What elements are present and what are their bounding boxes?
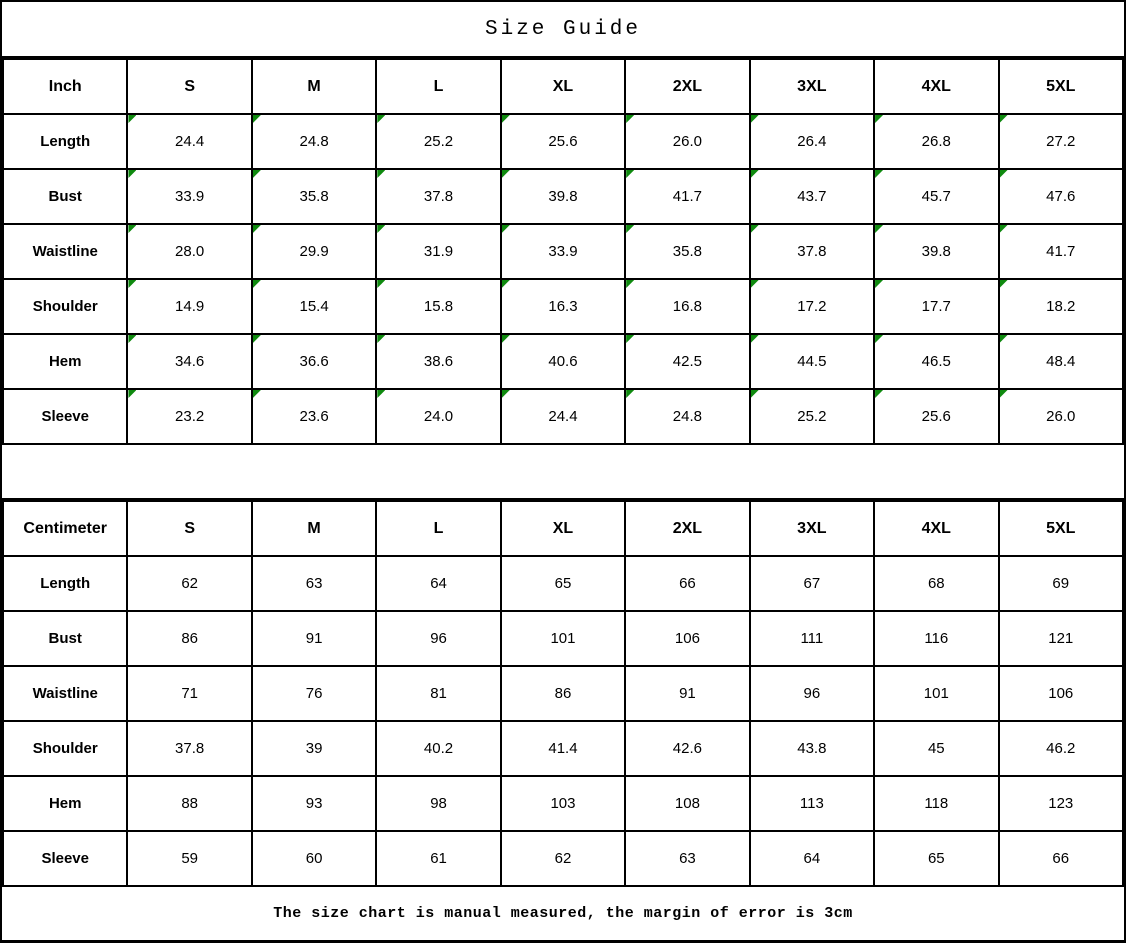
size-value: 45 (927, 740, 945, 757)
size-value-cell (252, 666, 376, 721)
cell-corner-marker-icon (751, 335, 759, 343)
size-value: 111 (800, 630, 824, 647)
cell-corner-marker-icon (502, 280, 510, 288)
size-value-cell (999, 556, 1124, 611)
cell-corner-marker-icon (253, 225, 261, 233)
page-title: Size Guide (2, 2, 1124, 58)
size-value-cell (999, 611, 1124, 666)
size-value: 65 (554, 575, 572, 592)
size-value-cell (999, 224, 1124, 279)
size-value-cell (625, 721, 749, 776)
size-value-cell (376, 224, 500, 279)
size-value: 47.6 (1046, 188, 1076, 205)
size-value: 108 (674, 795, 700, 812)
size-value: 60 (305, 850, 323, 867)
size-value: 16.3 (548, 298, 578, 315)
size-value-cell (501, 666, 625, 721)
size-value: 48.4 (1046, 353, 1076, 370)
size-value-cell (252, 721, 376, 776)
size-value-cell (625, 279, 749, 334)
cell-corner-marker-icon (875, 115, 883, 123)
size-value-cell (625, 831, 749, 886)
table-row (3, 776, 1123, 831)
size-column-header: 2XL (625, 59, 749, 114)
size-value: 96 (430, 630, 447, 647)
size-column-header: L (376, 501, 500, 556)
size-value-cell (999, 334, 1124, 389)
table-row (3, 114, 1123, 169)
size-value-cell (750, 114, 874, 169)
size-value: 76 (305, 685, 323, 702)
size-value: 106 (1048, 685, 1074, 702)
size-value-cell (750, 556, 874, 611)
size-value: 17.7 (921, 298, 951, 315)
cell-corner-marker-icon (128, 280, 136, 288)
size-value-cell (376, 831, 500, 886)
measurement-row-label: Hem (3, 334, 127, 389)
measurement-row-label: Waistline (3, 666, 127, 721)
cell-corner-marker-icon (502, 335, 510, 343)
measurement-row-label: Bust (3, 611, 127, 666)
table-row (3, 666, 1123, 721)
table-row (3, 279, 1123, 334)
cell-corner-marker-icon (626, 170, 634, 178)
size-value: 96 (803, 685, 821, 702)
size-value: 24.8 (299, 133, 329, 150)
size-column-header: XL (501, 501, 625, 556)
size-value: 40.6 (548, 353, 578, 370)
table-row (3, 721, 1123, 776)
size-value: 118 (924, 795, 949, 812)
size-value-cell (252, 169, 376, 224)
cell-corner-marker-icon (128, 335, 136, 343)
size-value: 25.6 (921, 408, 951, 425)
size-value-cell (874, 114, 998, 169)
size-value-cell (501, 224, 625, 279)
measurement-row-label: Bust (3, 169, 127, 224)
size-value-cell (750, 666, 874, 721)
size-value: 23.6 (299, 408, 329, 425)
size-value-cell (501, 556, 625, 611)
size-value: 17.2 (797, 298, 827, 315)
unit-header: Inch (3, 59, 127, 114)
size-value: 40.2 (423, 740, 454, 757)
size-value-cell (750, 611, 874, 666)
cell-corner-marker-icon (377, 390, 385, 398)
size-value: 113 (799, 795, 824, 812)
size-value: 91 (679, 685, 696, 702)
size-value-cell (501, 334, 625, 389)
size-value: 16.8 (672, 298, 702, 315)
size-value-cell (501, 831, 625, 886)
measurement-row-label: Sleeve (3, 831, 127, 886)
size-value: 41.7 (1046, 243, 1076, 260)
size-value-cell (501, 114, 625, 169)
measurement-row-label: Waistline (3, 224, 127, 279)
cell-corner-marker-icon (875, 225, 883, 233)
size-value-cell (874, 831, 998, 886)
size-value-cell (376, 389, 500, 444)
cell-corner-marker-icon (626, 390, 634, 398)
size-value-cell (999, 776, 1124, 831)
cell-corner-marker-icon (1000, 390, 1008, 398)
size-value-cell (501, 611, 625, 666)
size-value: 103 (550, 795, 576, 812)
cell-corner-marker-icon (875, 335, 883, 343)
size-value: 69 (1052, 575, 1070, 592)
size-value-cell (625, 776, 749, 831)
size-value: 26.8 (921, 133, 951, 150)
size-value-cell (625, 389, 749, 444)
size-value: 63 (679, 850, 696, 867)
size-value: 63 (305, 575, 323, 592)
size-value: 27.2 (1046, 133, 1076, 150)
size-value: 26.0 (1046, 408, 1076, 425)
size-value-cell (750, 279, 874, 334)
size-value-cell (252, 334, 376, 389)
size-value-cell (874, 169, 998, 224)
cell-corner-marker-icon (253, 390, 261, 398)
cell-corner-marker-icon (1000, 115, 1008, 123)
size-value: 25.2 (797, 408, 827, 425)
cell-corner-marker-icon (1000, 225, 1008, 233)
size-value: 93 (305, 795, 323, 812)
size-value-cell (127, 224, 251, 279)
size-value: 31.9 (423, 243, 454, 260)
measurement-row-label: Length (3, 114, 127, 169)
size-value-cell (252, 611, 376, 666)
size-value: 28.0 (175, 243, 205, 260)
size-value-cell (750, 831, 874, 886)
size-value-cell (874, 334, 998, 389)
size-value: 42.6 (672, 740, 702, 757)
size-value-cell (376, 334, 500, 389)
size-column-header: 4XL (874, 59, 998, 114)
size-value-cell (127, 831, 251, 886)
size-value-cell (625, 334, 749, 389)
size-column-header: 5XL (999, 59, 1124, 114)
size-value: 46.5 (921, 353, 951, 370)
size-value: 41.7 (672, 188, 702, 205)
size-value-cell (750, 224, 874, 279)
size-value-cell (874, 721, 998, 776)
cell-corner-marker-icon (253, 170, 261, 178)
size-value-cell (874, 224, 998, 279)
size-value: 81 (430, 685, 447, 702)
measurement-row-label: Shoulder (3, 279, 127, 334)
size-value-cell (501, 776, 625, 831)
table-row (3, 611, 1123, 666)
size-value: 123 (1048, 795, 1074, 812)
size-value: 25.6 (548, 133, 578, 150)
size-value: 66 (1052, 850, 1070, 867)
size-value: 15.4 (299, 298, 329, 315)
size-value: 61 (430, 850, 447, 867)
cell-corner-marker-icon (626, 335, 634, 343)
table-row (3, 831, 1123, 886)
cell-corner-marker-icon (626, 115, 634, 123)
size-value: 23.2 (175, 408, 205, 425)
cell-corner-marker-icon (128, 170, 136, 178)
size-value-cell (127, 611, 251, 666)
cell-corner-marker-icon (128, 225, 136, 233)
size-value-cell (127, 279, 251, 334)
cell-corner-marker-icon (875, 280, 883, 288)
size-value: 24.4 (175, 133, 205, 150)
inch-size-table (2, 58, 1124, 445)
size-value: 29.9 (299, 243, 329, 260)
size-value: 44.5 (797, 353, 827, 370)
size-column-header: 3XL (750, 501, 874, 556)
size-value: 39.8 (548, 188, 578, 205)
size-value: 35.8 (299, 188, 329, 205)
cell-corner-marker-icon (751, 390, 759, 398)
size-value: 35.8 (672, 243, 702, 260)
size-column-header: S (127, 501, 251, 556)
cell-corner-marker-icon (751, 115, 759, 123)
size-value: 62 (181, 575, 198, 592)
size-value: 39 (305, 740, 323, 757)
table-row (3, 169, 1123, 224)
size-value: 25.2 (423, 133, 454, 150)
size-value-cell (127, 721, 251, 776)
size-value: 116 (924, 630, 949, 647)
size-value-cell (999, 279, 1124, 334)
cell-corner-marker-icon (502, 115, 510, 123)
size-value-cell (127, 776, 251, 831)
cell-corner-marker-icon (253, 280, 261, 288)
cell-corner-marker-icon (751, 170, 759, 178)
cell-corner-marker-icon (253, 115, 261, 123)
table-row (3, 224, 1123, 279)
cell-corner-marker-icon (626, 225, 634, 233)
size-value-cell (874, 776, 998, 831)
size-value-cell (376, 556, 500, 611)
size-column-header: M (252, 501, 376, 556)
size-value-cell (376, 169, 500, 224)
cell-corner-marker-icon (502, 170, 510, 178)
header-row (3, 59, 1123, 114)
measurement-row-label: Shoulder (3, 721, 127, 776)
size-value: 14.9 (175, 298, 205, 315)
size-value: 34.6 (175, 353, 205, 370)
size-value-cell (252, 279, 376, 334)
size-value-cell (625, 169, 749, 224)
size-value: 106 (674, 630, 700, 647)
size-value-cell (127, 114, 251, 169)
size-value-cell (999, 666, 1124, 721)
size-value-cell (252, 114, 376, 169)
size-value-cell (750, 776, 874, 831)
size-column-header: 4XL (874, 501, 998, 556)
size-value: 101 (923, 685, 949, 702)
size-column-header: 2XL (625, 501, 749, 556)
size-value: 26.4 (797, 133, 827, 150)
size-value-cell (625, 611, 749, 666)
footer-note: The size chart is manual measured, the margin of error is 3cm (273, 905, 853, 922)
size-value-cell (874, 389, 998, 444)
size-value: 86 (181, 630, 198, 647)
measurement-row-label: Hem (3, 776, 127, 831)
size-value-cell (750, 334, 874, 389)
size-value-cell (376, 666, 500, 721)
size-value: 24.4 (548, 408, 578, 425)
size-value-cell (750, 389, 874, 444)
size-value-cell (874, 666, 998, 721)
size-value: 121 (1048, 630, 1074, 647)
size-value-cell (376, 114, 500, 169)
size-value-cell (252, 776, 376, 831)
size-value: 88 (181, 795, 198, 812)
cell-corner-marker-icon (128, 115, 136, 123)
size-value: 37.8 (175, 740, 205, 757)
header-row (3, 501, 1123, 556)
cell-corner-marker-icon (502, 390, 510, 398)
size-value: 26.0 (672, 133, 702, 150)
table-row (3, 389, 1123, 444)
size-value-cell (252, 831, 376, 886)
size-value: 62 (554, 850, 572, 867)
unit-header: Centimeter (3, 501, 127, 556)
size-value: 46.2 (1046, 740, 1076, 757)
size-value: 43.7 (797, 188, 827, 205)
spacer-row (2, 445, 1124, 500)
centimeter-size-table (2, 500, 1124, 887)
size-value-cell (501, 279, 625, 334)
cell-corner-marker-icon (1000, 335, 1008, 343)
size-value: 41.4 (548, 740, 578, 757)
size-value: 86 (554, 685, 572, 702)
size-value-cell (501, 389, 625, 444)
size-value-cell (376, 611, 500, 666)
size-value: 42.5 (672, 353, 702, 370)
cell-corner-marker-icon (377, 225, 385, 233)
size-value: 91 (305, 630, 323, 647)
cell-corner-marker-icon (128, 390, 136, 398)
size-value: 64 (430, 575, 447, 592)
cell-corner-marker-icon (377, 280, 385, 288)
size-value: 98 (430, 795, 447, 812)
size-value: 38.6 (423, 353, 454, 370)
size-value-cell (376, 279, 500, 334)
size-value-cell (376, 721, 500, 776)
size-value: 59 (181, 850, 198, 867)
size-value: 15.8 (423, 298, 454, 315)
size-value: 18.2 (1046, 298, 1076, 315)
cell-corner-marker-icon (377, 115, 385, 123)
size-value-cell (127, 556, 251, 611)
cell-corner-marker-icon (377, 335, 385, 343)
size-value-cell (625, 556, 749, 611)
measurement-row-label: Length (3, 556, 127, 611)
size-value-cell (874, 556, 998, 611)
size-value: 43.8 (797, 740, 827, 757)
cell-corner-marker-icon (751, 280, 759, 288)
cell-corner-marker-icon (253, 335, 261, 343)
size-column-header: 5XL (999, 501, 1124, 556)
size-value: 24.8 (672, 408, 702, 425)
size-value: 71 (181, 685, 198, 702)
size-value-cell (252, 224, 376, 279)
size-value-cell (999, 389, 1124, 444)
size-value-cell (625, 666, 749, 721)
size-value: 67 (803, 575, 821, 592)
size-value: 65 (927, 850, 945, 867)
cell-corner-marker-icon (626, 280, 634, 288)
size-value: 39.8 (921, 243, 951, 260)
size-value: 66 (679, 575, 696, 592)
size-value-cell (501, 721, 625, 776)
size-value-cell (750, 169, 874, 224)
size-value: 33.9 (548, 243, 578, 260)
size-column-header: XL (501, 59, 625, 114)
size-value-cell (252, 556, 376, 611)
size-value-cell (625, 114, 749, 169)
size-value-cell (999, 721, 1124, 776)
size-value-cell (252, 389, 376, 444)
size-column-header: 3XL (750, 59, 874, 114)
size-value-cell (127, 334, 251, 389)
size-value: 37.8 (797, 243, 827, 260)
size-value-cell (127, 666, 251, 721)
cell-corner-marker-icon (1000, 280, 1008, 288)
size-value-cell (999, 831, 1124, 886)
size-value: 45.7 (921, 188, 951, 205)
cell-corner-marker-icon (377, 170, 385, 178)
size-value-cell (999, 169, 1124, 224)
cell-corner-marker-icon (875, 170, 883, 178)
size-column-header: M (252, 59, 376, 114)
size-value: 101 (550, 630, 576, 647)
table-row (3, 334, 1123, 389)
size-value: 36.6 (299, 353, 329, 370)
size-value-cell (625, 224, 749, 279)
size-column-header: S (127, 59, 251, 114)
cell-corner-marker-icon (875, 390, 883, 398)
size-value: 24.0 (423, 408, 454, 425)
size-value-cell (127, 169, 251, 224)
size-value-cell (750, 721, 874, 776)
size-value: 64 (803, 850, 821, 867)
measurement-row-label: Sleeve (3, 389, 127, 444)
size-value-cell (501, 169, 625, 224)
size-value: 68 (927, 575, 945, 592)
cell-corner-marker-icon (1000, 170, 1008, 178)
size-value: 33.9 (175, 188, 205, 205)
size-value-cell (874, 279, 998, 334)
size-value-cell (874, 611, 998, 666)
size-column-header: L (376, 59, 500, 114)
size-value-cell (999, 114, 1124, 169)
size-value-cell (376, 776, 500, 831)
size-value: 37.8 (423, 188, 454, 205)
table-row (3, 556, 1123, 611)
cell-corner-marker-icon (751, 225, 759, 233)
cell-corner-marker-icon (502, 225, 510, 233)
size-value-cell (127, 389, 251, 444)
